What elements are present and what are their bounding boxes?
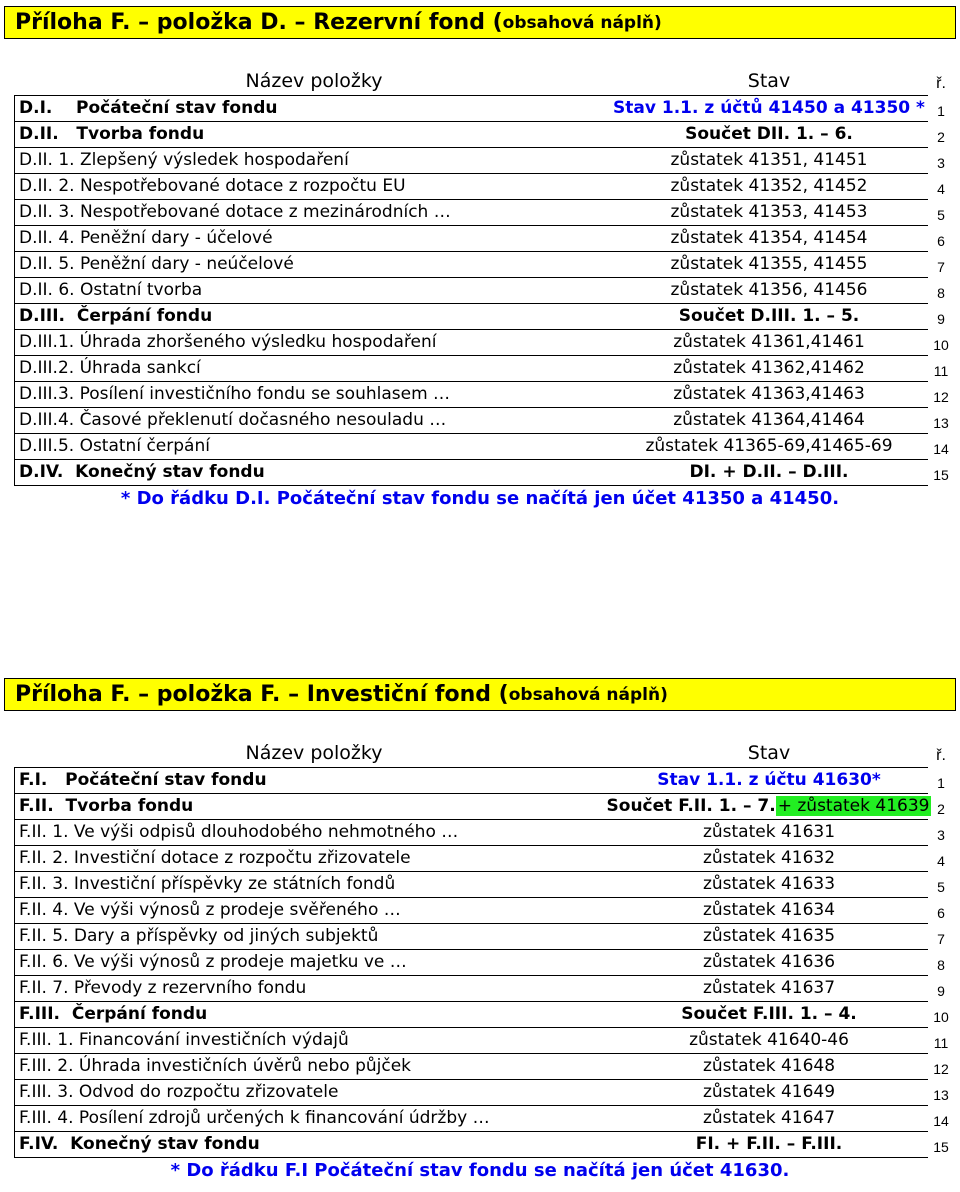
row-name: D.III.5. Ostatní čerpání — [14, 434, 610, 460]
section-f-subtitle: obsahová náplň) — [508, 684, 668, 705]
section-d-banner — [4, 6, 956, 39]
table-row — [14, 200, 954, 226]
row-stav-extra-highlight: + zůstatek 41639 — [777, 796, 930, 816]
row-stav — [610, 976, 928, 1002]
row-stav — [610, 434, 928, 460]
table-row — [14, 408, 954, 434]
row-name: F.III. 3. Odvod do rozpočtu zřizovatele — [14, 1080, 610, 1106]
table-row — [14, 226, 954, 252]
row-stav-value: zůstatek 41361,41461 — [673, 332, 865, 352]
table-row — [14, 1106, 954, 1132]
table-row — [14, 1132, 954, 1158]
row-stav-value: zůstatek 41647 — [702, 1108, 836, 1128]
row-stav-value: zůstatek 41640-46 — [689, 1030, 849, 1050]
row-name: F.II. 5. Dary a příspěvky od jiných subjektů — [14, 924, 610, 950]
row-number: 2 — [937, 129, 945, 145]
row-number: 9 — [937, 983, 945, 999]
row-stav-value: zůstatek 41632 — [702, 848, 836, 868]
row-stav-value: zůstatek 41362,41462 — [673, 358, 865, 378]
row-stav-value: zůstatek 41648 — [702, 1056, 836, 1076]
row-stav-value: zůstatek 41634 — [702, 900, 836, 920]
row-name: D.III.1. Úhrada zhoršeného výsledku hospodaření — [14, 330, 610, 356]
table-row — [14, 768, 954, 794]
row-stav-value: Součet F.II. 1. – 7. — [606, 796, 776, 816]
row-number: 15 — [933, 467, 949, 483]
row-stav-value: Součet D.III. 1. – 5. — [678, 306, 860, 326]
row-stav — [610, 950, 928, 976]
row-name: D.III.2. Úhrada sankcí — [14, 356, 610, 382]
row-name: D.III. Čerpání fondu — [14, 304, 610, 330]
header-stav-label: Stav — [610, 742, 928, 768]
row-number: 2 — [937, 801, 945, 817]
row-number: 15 — [933, 1139, 949, 1155]
row-stav-value: zůstatek 41356, 41456 — [670, 280, 868, 300]
row-number: 1 — [937, 103, 945, 119]
row-stav-value: zůstatek 41633 — [702, 874, 836, 894]
row-stav-value: zůstatek 41636 — [702, 952, 836, 972]
row-stav — [610, 846, 928, 872]
table-row — [14, 794, 954, 820]
row-stav — [610, 898, 928, 924]
table-row — [14, 148, 954, 174]
row-name: F.III. 4. Posílení zdrojů určených k financování údržby … — [14, 1106, 610, 1132]
table-row — [14, 382, 954, 408]
row-stav-value: zůstatek 41365-69,41465-69 — [645, 436, 893, 456]
row-number: 13 — [933, 1087, 949, 1103]
row-stav-value: FI. + F.II. – F.III. — [695, 1134, 843, 1154]
table-row — [14, 304, 954, 330]
row-number: 10 — [933, 337, 949, 353]
row-number: 6 — [937, 905, 945, 921]
table-row — [14, 330, 954, 356]
row-number: 6 — [937, 233, 945, 249]
row-name: F.II. 3. Investiční příspěvky ze státních fondů — [14, 872, 610, 898]
table-row — [14, 976, 954, 1002]
row-stav-value: Součet DII. 1. – 6. — [685, 124, 853, 144]
row-number: 8 — [937, 285, 945, 301]
table-header-row — [14, 742, 954, 768]
row-stav — [610, 924, 928, 950]
row-stav — [610, 408, 928, 434]
row-name: D.IV. Konečný stav fondu — [14, 460, 610, 486]
row-number: 3 — [937, 155, 945, 171]
row-name: D.II. 2. Nespotřebované dotace z rozpočtu EU — [14, 174, 610, 200]
row-stav — [610, 872, 928, 898]
row-name: F.I. Počáteční stav fondu — [14, 768, 610, 794]
section-f-title: Příloha F. – položka F. – Investiční fond ( — [15, 682, 509, 707]
table-row — [14, 820, 954, 846]
row-number: 3 — [937, 827, 945, 843]
row-stav-value: zůstatek 41364,41464 — [673, 410, 865, 430]
section-d-title: Příloha F. – položka D. – Rezervní fond ( — [15, 10, 503, 35]
row-stav — [610, 226, 928, 252]
table-row — [14, 950, 954, 976]
row-stav — [610, 1132, 928, 1158]
row-stav-value: zůstatek 41631 — [702, 822, 836, 842]
table-row — [14, 96, 954, 122]
row-stav — [606, 794, 930, 820]
row-stav-value: Stav 1.1. z účtů 41450 a 41350 * — [613, 98, 925, 118]
row-stav — [610, 122, 928, 148]
row-stav — [610, 200, 928, 226]
row-number: 9 — [937, 311, 945, 327]
row-number: 10 — [933, 1009, 949, 1025]
row-stav — [610, 768, 928, 794]
row-stav-value: zůstatek 41353, 41453 — [670, 202, 868, 222]
row-name: D.III.3. Posílení investičního fondu se souhlasem … — [14, 382, 610, 408]
row-number: 12 — [933, 1061, 949, 1077]
row-stav — [610, 330, 928, 356]
row-stav — [610, 1002, 928, 1028]
row-name: F.III. Čerpání fondu — [14, 1002, 610, 1028]
row-number: 5 — [937, 879, 945, 895]
row-stav-value: Součet F.III. 1. – 4. — [681, 1004, 857, 1024]
row-name: F.II. 2. Investiční dotace z rozpočtu zřizovatele — [14, 846, 610, 872]
row-stav — [610, 356, 928, 382]
row-name: F.III. 2. Úhrada investičních úvěrů nebo půjček — [14, 1054, 610, 1080]
row-stav-value: zůstatek 41637 — [702, 978, 836, 998]
row-number: 12 — [933, 389, 949, 405]
row-stav-value: zůstatek 41363,41463 — [673, 384, 865, 404]
row-stav-value: zůstatek 41649 — [702, 1082, 836, 1102]
table-row — [14, 252, 954, 278]
row-name: D.II. 6. Ostatní tvorba — [14, 278, 610, 304]
row-name: F.II. 7. Převody z rezervního fondu — [14, 976, 610, 1002]
row-stav — [610, 820, 928, 846]
row-stav-value: zůstatek 41635 — [702, 926, 836, 946]
row-name: D.III.4. Časové překlenutí dočasného nesouladu … — [14, 408, 610, 434]
row-name: D.I. Počáteční stav fondu — [14, 96, 610, 122]
row-number: 13 — [933, 415, 949, 431]
row-stav — [610, 382, 928, 408]
table-row — [14, 174, 954, 200]
row-stav — [610, 252, 928, 278]
row-stav-value: zůstatek 41355, 41455 — [670, 254, 868, 274]
header-num-label: ř. — [936, 75, 946, 92]
table-row — [14, 898, 954, 924]
row-stav-value: zůstatek 41352, 41452 — [670, 176, 868, 196]
row-number: 14 — [933, 1113, 949, 1129]
row-name: F.IV. Konečný stav fondu — [14, 1132, 610, 1158]
row-number: 4 — [937, 853, 945, 869]
table-row — [14, 924, 954, 950]
row-stav — [610, 1054, 928, 1080]
table-row — [14, 278, 954, 304]
row-name: D.II. 1. Zlepšený výsledek hospodaření — [14, 148, 610, 174]
table-row — [14, 1080, 954, 1106]
row-name: F.II. Tvorba fondu — [14, 794, 610, 820]
header-name-label: Název položky — [14, 70, 610, 96]
row-name: F.III. 1. Financování investičních výdajů — [14, 1028, 610, 1054]
table-row — [14, 460, 954, 486]
section-f-banner — [4, 678, 956, 711]
table-row — [14, 356, 954, 382]
header-name-label: Název položky — [14, 742, 610, 768]
row-stav — [610, 460, 928, 486]
row-stav — [610, 96, 928, 122]
row-name: D.II. 5. Peněžní dary - neúčelové — [14, 252, 610, 278]
row-name: D.II. Tvorba fondu — [14, 122, 610, 148]
row-number: 7 — [937, 931, 945, 947]
table-row — [14, 846, 954, 872]
header-stav-label: Stav — [610, 70, 928, 96]
section-f-footnote: * Do řádku F.I Počáteční stav fondu se načítá jen účet 41630. — [170, 1160, 790, 1181]
row-number: 5 — [937, 207, 945, 223]
row-number: 14 — [933, 441, 949, 457]
row-name: D.II. 3. Nespotřebované dotace z mezinárodních … — [14, 200, 610, 226]
row-stav — [610, 174, 928, 200]
row-stav-value: zůstatek 41351, 41451 — [670, 150, 868, 170]
row-stav — [610, 1106, 928, 1132]
row-stav — [610, 1080, 928, 1106]
row-stav-value: Stav 1.1. z účtu 41630* — [657, 770, 881, 790]
row-stav — [610, 304, 928, 330]
table-row — [14, 1002, 954, 1028]
section-d-subtitle: obsahová náplň) — [502, 12, 662, 33]
row-name: D.II. 4. Peněžní dary - účelové — [14, 226, 610, 252]
row-number: 4 — [937, 181, 945, 197]
row-name: F.II. 1. Ve výši odpisů dlouhodobého nehmotného … — [14, 820, 610, 846]
row-name: F.II. 6. Ve výši výnosů z prodeje majetku ve … — [14, 950, 610, 976]
table-row — [14, 122, 954, 148]
table-row — [14, 1054, 954, 1080]
row-number: 11 — [933, 1035, 949, 1051]
investment-fund-table — [14, 742, 954, 1158]
table-row — [14, 1028, 954, 1054]
row-name: F.II. 4. Ve výši výnosů z prodeje svěřeného … — [14, 898, 610, 924]
row-number: 11 — [933, 363, 949, 379]
section-d-footnote: * Do řádku D.I. Počáteční stav fondu se načítá jen účet 41350 a 41450. — [120, 488, 840, 509]
row-number: 1 — [937, 775, 945, 791]
row-stav — [610, 148, 928, 174]
row-stav — [610, 278, 928, 304]
table-row — [14, 434, 954, 460]
header-num-label: ř. — [936, 747, 946, 764]
table-header-row — [14, 70, 954, 96]
row-stav-value: DI. + D.II. – D.III. — [689, 462, 849, 482]
reserve-fund-table — [14, 70, 954, 486]
row-stav-value: zůstatek 41354, 41454 — [670, 228, 868, 248]
table-row — [14, 872, 954, 898]
row-number: 8 — [937, 957, 945, 973]
row-stav — [610, 1028, 928, 1054]
row-number: 7 — [937, 259, 945, 275]
